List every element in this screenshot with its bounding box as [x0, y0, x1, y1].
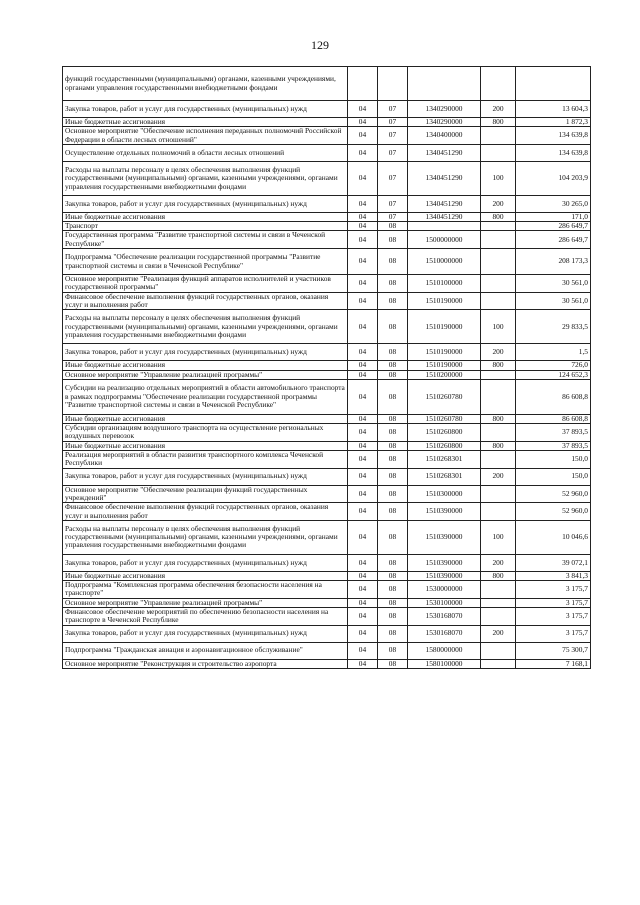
budget-table-body — [63, 67, 591, 669]
item-subsection: 07 — [378, 161, 408, 195]
item-section: 04 — [348, 231, 378, 249]
item-section — [348, 67, 378, 101]
item-target-code: 1580100000 — [408, 659, 481, 668]
item-expense-type — [481, 581, 516, 599]
item-amount: 208 173,3 — [516, 249, 591, 275]
item-subsection: 08 — [378, 598, 408, 607]
item-subsection: 08 — [378, 275, 408, 293]
item-section: 04 — [348, 222, 378, 231]
item-expense-type: 800 — [481, 441, 516, 450]
table-row — [63, 212, 591, 221]
item-name: Закупка товаров, работ и услуг для государственных (муниципальных) нужд — [63, 625, 348, 642]
item-subsection: 08 — [378, 485, 408, 503]
item-subsection: 07 — [378, 101, 408, 118]
item-subsection: 07 — [378, 118, 408, 127]
item-target-code: 1510390000 — [408, 554, 481, 571]
item-name: Основное мероприятие "Реализация функций аппаратов исполнителей и участников государственной программы" — [63, 275, 348, 293]
item-amount: 134 639,8 — [516, 127, 591, 145]
item-expense-type — [481, 424, 516, 442]
item-subsection: 08 — [378, 468, 408, 485]
item-amount: 10 046,6 — [516, 520, 591, 554]
table-row — [63, 468, 591, 485]
item-target-code: 1510190000 — [408, 344, 481, 361]
table-row — [63, 598, 591, 607]
table-row — [63, 451, 591, 469]
item-subsection: 08 — [378, 571, 408, 580]
item-expense-type — [481, 503, 516, 521]
item-name: Расходы на выплаты персоналу в целях обеспечения выполнения функций государственными (муниципальными) органами, казенными учреждениями, органами управления государственными внебюджетными фондами — [63, 161, 348, 195]
item-section: 04 — [348, 310, 378, 344]
item-amount: 37 893,5 — [516, 441, 591, 450]
item-subsection: 08 — [378, 310, 408, 344]
item-amount: 150,0 — [516, 451, 591, 469]
item-amount: 134 639,8 — [516, 144, 591, 161]
item-amount: 29 833,5 — [516, 310, 591, 344]
item-name: Закупка товаров, работ и услуг для государственных (муниципальных) нужд — [63, 554, 348, 571]
item-expense-type: 200 — [481, 468, 516, 485]
item-name: Основное мероприятие "Обеспечение исполнения переданных полномочий Российской Федерации в области лесных отношений" — [63, 127, 348, 145]
item-target-code: 1340400000 — [408, 127, 481, 145]
item-amount: 104 203,9 — [516, 161, 591, 195]
item-expense-type — [481, 231, 516, 249]
item-section: 04 — [348, 127, 378, 145]
item-amount: 13 604,3 — [516, 101, 591, 118]
item-section: 04 — [348, 414, 378, 423]
table-row — [63, 485, 591, 503]
item-subsection: 08 — [378, 292, 408, 310]
table-row — [63, 144, 591, 161]
item-amount: 30 561,0 — [516, 275, 591, 293]
item-section: 04 — [348, 642, 378, 659]
item-name: Иные бюджетные ассигнования — [63, 212, 348, 221]
item-section: 04 — [348, 424, 378, 442]
item-section: 04 — [348, 625, 378, 642]
item-target-code: 1510000000 — [408, 249, 481, 275]
table-row — [63, 520, 591, 554]
item-amount: 30 265,0 — [516, 195, 591, 212]
item-amount: 726,0 — [516, 361, 591, 370]
item-expense-type — [481, 598, 516, 607]
table-row — [63, 625, 591, 642]
item-expense-type: 200 — [481, 554, 516, 571]
table-row — [63, 161, 591, 195]
item-target-code: 1510190000 — [408, 361, 481, 370]
item-subsection — [378, 67, 408, 101]
item-amount: 286 649,7 — [516, 231, 591, 249]
page-number: 129 — [311, 38, 329, 52]
item-amount: 150,0 — [516, 468, 591, 485]
item-target-code: 1510300000 — [408, 485, 481, 503]
item-section: 04 — [348, 344, 378, 361]
item-amount: 3 175,7 — [516, 598, 591, 607]
item-name: Подпрограмма "Комплексная программа обеспечения безопасности населения на транспорте" — [63, 581, 348, 599]
item-subsection: 07 — [378, 195, 408, 212]
item-target-code — [408, 222, 481, 231]
table-row — [63, 292, 591, 310]
item-name: Основное мероприятие "Управление реализацией программы" — [63, 370, 348, 379]
item-expense-type: 200 — [481, 344, 516, 361]
item-expense-type — [481, 127, 516, 145]
item-name: Закупка товаров, работ и услуг для государственных (муниципальных) нужд — [63, 468, 348, 485]
table-row — [63, 249, 591, 275]
item-target-code — [408, 67, 481, 101]
item-expense-type — [481, 249, 516, 275]
item-subsection: 07 — [378, 144, 408, 161]
item-target-code: 1510260800 — [408, 424, 481, 442]
item-amount: 52 960,0 — [516, 485, 591, 503]
item-amount: 1,5 — [516, 344, 591, 361]
item-section: 04 — [348, 441, 378, 450]
item-name: Закупка товаров, работ и услуг для государственных (муниципальных) нужд — [63, 101, 348, 118]
item-expense-type — [481, 222, 516, 231]
item-subsection: 08 — [378, 642, 408, 659]
item-subsection: 08 — [378, 608, 408, 626]
item-expense-type: 100 — [481, 161, 516, 195]
item-amount: 1 872,3 — [516, 118, 591, 127]
item-target-code: 1510390000 — [408, 571, 481, 580]
item-subsection: 08 — [378, 554, 408, 571]
item-subsection: 08 — [378, 441, 408, 450]
item-name: Закупка товаров, работ и услуг для государственных (муниципальных) нужд — [63, 195, 348, 212]
item-target-code: 1530100000 — [408, 598, 481, 607]
item-section: 04 — [348, 554, 378, 571]
item-section: 04 — [348, 118, 378, 127]
item-name: Основное мероприятие "Управление реализацией программы" — [63, 598, 348, 607]
item-name: Осуществление отдельных полномочий в области лесных отношений — [63, 144, 348, 161]
item-name: Финансовое обеспечение мероприятий по обеспечению безопасности населения на транспорте в Чеченской Республике — [63, 608, 348, 626]
table-row — [63, 195, 591, 212]
item-amount: 30 561,0 — [516, 292, 591, 310]
item-target-code: 1530168070 — [408, 608, 481, 626]
item-amount: 3 175,7 — [516, 608, 591, 626]
table-row — [63, 554, 591, 571]
item-target-code: 1510260780 — [408, 414, 481, 423]
item-target-code: 1340290000 — [408, 101, 481, 118]
item-expense-type — [481, 292, 516, 310]
item-subsection: 08 — [378, 503, 408, 521]
item-name: Субсидии организациям воздушного транспорта на осуществление региональных воздушных перевозок — [63, 424, 348, 442]
item-expense-type — [481, 659, 516, 668]
item-section: 04 — [348, 161, 378, 195]
table-row — [63, 424, 591, 442]
item-subsection: 08 — [378, 231, 408, 249]
item-amount — [516, 67, 591, 101]
item-expense-type: 800 — [481, 361, 516, 370]
item-expense-type — [481, 67, 516, 101]
item-amount: 171,0 — [516, 212, 591, 221]
table-row — [63, 118, 591, 127]
item-expense-type — [481, 370, 516, 379]
item-subsection: 08 — [378, 520, 408, 554]
item-amount: 86 608,8 — [516, 414, 591, 423]
item-target-code: 1510100000 — [408, 275, 481, 293]
item-target-code: 1510260780 — [408, 379, 481, 414]
item-target-code: 1580000000 — [408, 642, 481, 659]
item-expense-type — [481, 642, 516, 659]
item-amount: 75 300,7 — [516, 642, 591, 659]
item-target-code: 1340290000 — [408, 118, 481, 127]
item-target-code: 1340451290 — [408, 195, 481, 212]
item-target-code: 1510390000 — [408, 520, 481, 554]
item-expense-type: 800 — [481, 212, 516, 221]
item-amount: 3 175,7 — [516, 625, 591, 642]
item-name: Финансовое обеспечение выполнения функций государственных органов, оказания услуг и выполнения работ — [63, 292, 348, 310]
item-section: 04 — [348, 101, 378, 118]
item-section: 04 — [348, 212, 378, 221]
table-row — [63, 310, 591, 344]
item-name: Иные бюджетные ассигнования — [63, 118, 348, 127]
table-row — [63, 231, 591, 249]
item-name: Реализация мероприятий в области развития транспортного комплекса Чеченской Республики — [63, 451, 348, 469]
item-expense-type: 200 — [481, 195, 516, 212]
item-name: Подпрограмма "Обеспечение реализации государственной программы "Развитие транспортной системы и связи в Чеченской Республике" — [63, 249, 348, 275]
item-subsection: 08 — [378, 581, 408, 599]
item-target-code: 1510190000 — [408, 292, 481, 310]
item-name: Подпрограмма "Гражданская авиация и аэронавигационное обслуживание" — [63, 642, 348, 659]
item-section: 04 — [348, 485, 378, 503]
table-row — [63, 370, 591, 379]
item-subsection: 08 — [378, 344, 408, 361]
item-subsection: 08 — [378, 451, 408, 469]
item-expense-type: 200 — [481, 625, 516, 642]
item-expense-type — [481, 485, 516, 503]
table-row — [63, 642, 591, 659]
item-section: 04 — [348, 468, 378, 485]
item-subsection: 07 — [378, 127, 408, 145]
item-target-code: 1340451290 — [408, 144, 481, 161]
item-section: 04 — [348, 249, 378, 275]
table-row — [63, 275, 591, 293]
item-target-code: 1340451290 — [408, 212, 481, 221]
item-name: Основное мероприятие "Обеспечение реализации функций государственных учреждений" — [63, 485, 348, 503]
item-target-code: 1500000000 — [408, 231, 481, 249]
item-name: Основное мероприятие "Реконструкция и строительство аэропорта — [63, 659, 348, 668]
item-name: Государственная программа "Развитие транспортной системы и связи в Чеченской Республике" — [63, 231, 348, 249]
table-row — [63, 361, 591, 370]
item-subsection: 08 — [378, 249, 408, 275]
item-name: Иные бюджетные ассигнования — [63, 414, 348, 423]
item-expense-type: 100 — [481, 310, 516, 344]
item-target-code: 1510190000 — [408, 310, 481, 344]
item-expense-type — [481, 608, 516, 626]
item-section: 04 — [348, 292, 378, 310]
item-amount: 52 960,0 — [516, 503, 591, 521]
item-target-code: 1530168070 — [408, 625, 481, 642]
table-row — [63, 659, 591, 668]
table-row — [63, 67, 591, 101]
item-section: 04 — [348, 144, 378, 161]
item-amount: 3 175,7 — [516, 581, 591, 599]
item-target-code: 1530000000 — [408, 581, 481, 599]
item-name: Расходы на выплаты персоналу в целях обеспечения выполнения функций государственными (муниципальными) органами, казенными учреждениями, органами управления государственными внебюджетными фондами — [63, 310, 348, 344]
item-expense-type — [481, 275, 516, 293]
item-section: 04 — [348, 608, 378, 626]
item-section: 04 — [348, 659, 378, 668]
item-subsection: 08 — [378, 424, 408, 442]
item-name: Транспорт — [63, 222, 348, 231]
item-section: 04 — [348, 571, 378, 580]
table-row — [63, 571, 591, 580]
item-section: 04 — [348, 195, 378, 212]
table-row — [63, 503, 591, 521]
item-subsection: 07 — [378, 212, 408, 221]
item-amount: 286 649,7 — [516, 222, 591, 231]
item-target-code: 1510260800 — [408, 441, 481, 450]
item-amount: 3 841,3 — [516, 571, 591, 580]
item-name: функций государственными (муниципальными) органами, казенными учреждениями, органами управления государственными внебюджетными фондами — [63, 67, 348, 101]
item-subsection: 08 — [378, 414, 408, 423]
item-subsection: 08 — [378, 222, 408, 231]
item-expense-type: 800 — [481, 414, 516, 423]
item-amount: 124 652,3 — [516, 370, 591, 379]
item-name: Иные бюджетные ассигнования — [63, 571, 348, 580]
item-subsection: 08 — [378, 659, 408, 668]
item-name: Иные бюджетные ассигнования — [63, 361, 348, 370]
table-row — [63, 101, 591, 118]
item-name: Субсидии на реализацию отдельных мероприятий в области автомобильного транспорта в рамках подпрограммы "Обеспечение реализации государственной программы "Развитие транспортной системы и связи в Чеченской Республике" — [63, 379, 348, 414]
item-expense-type — [481, 379, 516, 414]
table-row — [63, 608, 591, 626]
item-section: 04 — [348, 451, 378, 469]
table-row — [63, 222, 591, 231]
item-expense-type — [481, 451, 516, 469]
item-amount: 7 168,1 — [516, 659, 591, 668]
item-target-code: 1340451290 — [408, 161, 481, 195]
item-amount: 39 072,1 — [516, 554, 591, 571]
item-subsection: 08 — [378, 379, 408, 414]
item-section: 04 — [348, 520, 378, 554]
item-section: 04 — [348, 503, 378, 521]
item-expense-type: 200 — [481, 101, 516, 118]
item-name: Финансовое обеспечение выполнения функций государственных органов, оказания услуг и выполнения работ — [63, 503, 348, 521]
budget-table — [62, 66, 591, 669]
item-section: 04 — [348, 275, 378, 293]
item-section: 04 — [348, 379, 378, 414]
item-expense-type — [481, 144, 516, 161]
item-target-code: 1510200000 — [408, 370, 481, 379]
item-name: Расходы на выплаты персоналу в целях обеспечения выполнения функций государственными (муниципальными) органами, казенными учреждениями, органами управления государственными внебюджетными фондами — [63, 520, 348, 554]
item-amount: 86 608,8 — [516, 379, 591, 414]
item-expense-type: 100 — [481, 520, 516, 554]
table-row — [63, 414, 591, 423]
item-section: 04 — [348, 598, 378, 607]
item-amount: 37 893,5 — [516, 424, 591, 442]
item-target-code: 1510268301 — [408, 451, 481, 469]
item-target-code: 1510390000 — [408, 503, 481, 521]
table-row — [63, 379, 591, 414]
table-row — [63, 344, 591, 361]
item-target-code: 1510268301 — [408, 468, 481, 485]
item-section: 04 — [348, 361, 378, 370]
table-row — [63, 581, 591, 599]
item-subsection: 08 — [378, 361, 408, 370]
item-name: Иные бюджетные ассигнования — [63, 441, 348, 450]
item-expense-type: 800 — [481, 571, 516, 580]
table-row — [63, 127, 591, 145]
item-section: 04 — [348, 370, 378, 379]
item-section: 04 — [348, 581, 378, 599]
item-expense-type: 800 — [481, 118, 516, 127]
item-name: Закупка товаров, работ и услуг для государственных (муниципальных) нужд — [63, 344, 348, 361]
item-subsection: 08 — [378, 370, 408, 379]
item-subsection: 08 — [378, 625, 408, 642]
table-row — [63, 441, 591, 450]
